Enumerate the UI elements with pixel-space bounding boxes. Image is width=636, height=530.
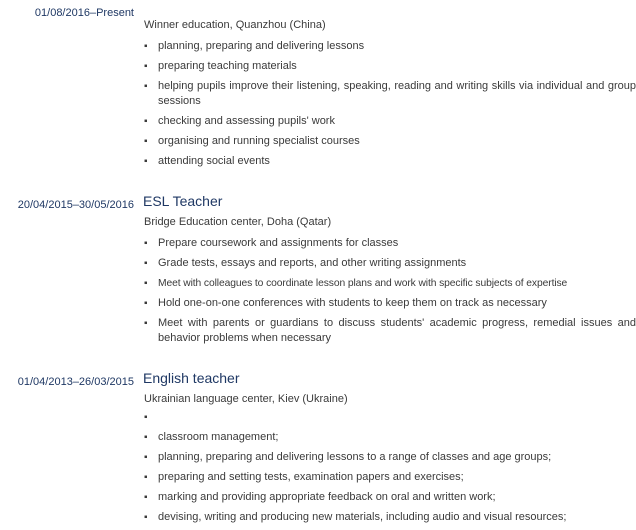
bullet-icon: ▪ bbox=[144, 136, 148, 147]
entry-organization: Winner education, Quanzhou (China) bbox=[144, 19, 326, 31]
list-item-text: Hold one-on-one conferences with students to keep them on track as necessary bbox=[158, 297, 547, 309]
list-item bbox=[144, 39, 636, 54]
entry-organization: Ukrainian language center, Kiev (Ukraine) bbox=[144, 393, 348, 405]
list-item bbox=[144, 410, 636, 425]
bullet-icon: ▪ bbox=[144, 318, 148, 329]
list-item-text: Meet with parents or guardians to discuss students' academic progress, remedial issues and behavior problems when necessary bbox=[158, 317, 636, 344]
entry-date: 01/04/2013–26/03/2015 bbox=[17, 376, 134, 388]
bullet-icon: ▪ bbox=[144, 492, 148, 503]
list-item bbox=[144, 490, 636, 505]
bullet-icon: ▪ bbox=[144, 258, 148, 269]
list-item bbox=[144, 59, 636, 74]
bullet-icon: ▪ bbox=[144, 238, 148, 249]
list-item-text: Meet with colleagues to coordinate lesson plans and work with specific subjects of expertise bbox=[158, 278, 568, 289]
list-item bbox=[144, 236, 636, 251]
list-item-text: devising, writing and producing new materials, including audio and visual resources; bbox=[158, 511, 567, 523]
bullet-icon: ▪ bbox=[144, 472, 148, 483]
bullet-icon: ▪ bbox=[144, 81, 148, 92]
list-item bbox=[144, 450, 636, 465]
list-item bbox=[144, 256, 636, 271]
entry-date: 20/04/2015–30/05/2016 bbox=[17, 199, 134, 211]
bullet-icon: ▪ bbox=[144, 432, 148, 443]
entry-job-title: ESL Teacher bbox=[143, 193, 223, 209]
list-item-text: Prepare coursework and assignments for classes bbox=[158, 237, 399, 249]
list-item-text: helping pupils improve their listening, speaking, reading and writing skills via individual and group sessions bbox=[158, 80, 636, 107]
list-item bbox=[144, 134, 636, 149]
list-item-text: Grade tests, essays and reports, and other writing assignments bbox=[158, 257, 467, 269]
entry-job-title: English teacher bbox=[143, 370, 240, 386]
list-item-text: preparing teaching materials bbox=[158, 60, 297, 72]
duty-list bbox=[144, 236, 636, 351]
entry-organization: Bridge Education center, Doha (Qatar) bbox=[144, 216, 332, 228]
bullet-icon: ▪ bbox=[144, 156, 148, 167]
bullet-icon: ▪ bbox=[144, 298, 148, 309]
bullet-icon: ▪ bbox=[144, 512, 148, 523]
bullet-icon: ▪ bbox=[144, 412, 148, 423]
list-item-text: attending social events bbox=[158, 155, 270, 167]
list-item bbox=[144, 79, 636, 109]
list-item bbox=[144, 510, 636, 525]
bullet-icon: ▪ bbox=[144, 41, 148, 52]
duty-list bbox=[144, 410, 636, 530]
bullet-icon: ▪ bbox=[144, 61, 148, 72]
list-item bbox=[144, 316, 636, 346]
bullet-icon: ▪ bbox=[144, 116, 148, 127]
list-item-text: classroom management; bbox=[158, 431, 279, 443]
bullet-icon: ▪ bbox=[144, 278, 148, 289]
list-item-text: planning, preparing and delivering lessons to a range of classes and age groups; bbox=[158, 451, 552, 463]
list-item-text: checking and assessing pupils' work bbox=[158, 115, 335, 127]
list-item bbox=[144, 296, 636, 311]
list-item-text: organising and running specialist courses bbox=[158, 135, 360, 147]
list-item bbox=[144, 276, 636, 291]
list-item bbox=[144, 430, 636, 445]
list-item-text: preparing and setting tests, examination papers and exercises; bbox=[158, 471, 464, 483]
list-item-text: planning, preparing and delivering lessons bbox=[158, 40, 365, 52]
duty-list bbox=[144, 39, 636, 174]
entry-date: 01/08/2016–Present bbox=[34, 7, 134, 19]
list-item bbox=[144, 154, 636, 169]
list-item bbox=[144, 114, 636, 129]
bullet-icon: ▪ bbox=[144, 452, 148, 463]
list-item bbox=[144, 470, 636, 485]
list-item-text: marking and providing appropriate feedback on oral and written work; bbox=[158, 491, 496, 503]
